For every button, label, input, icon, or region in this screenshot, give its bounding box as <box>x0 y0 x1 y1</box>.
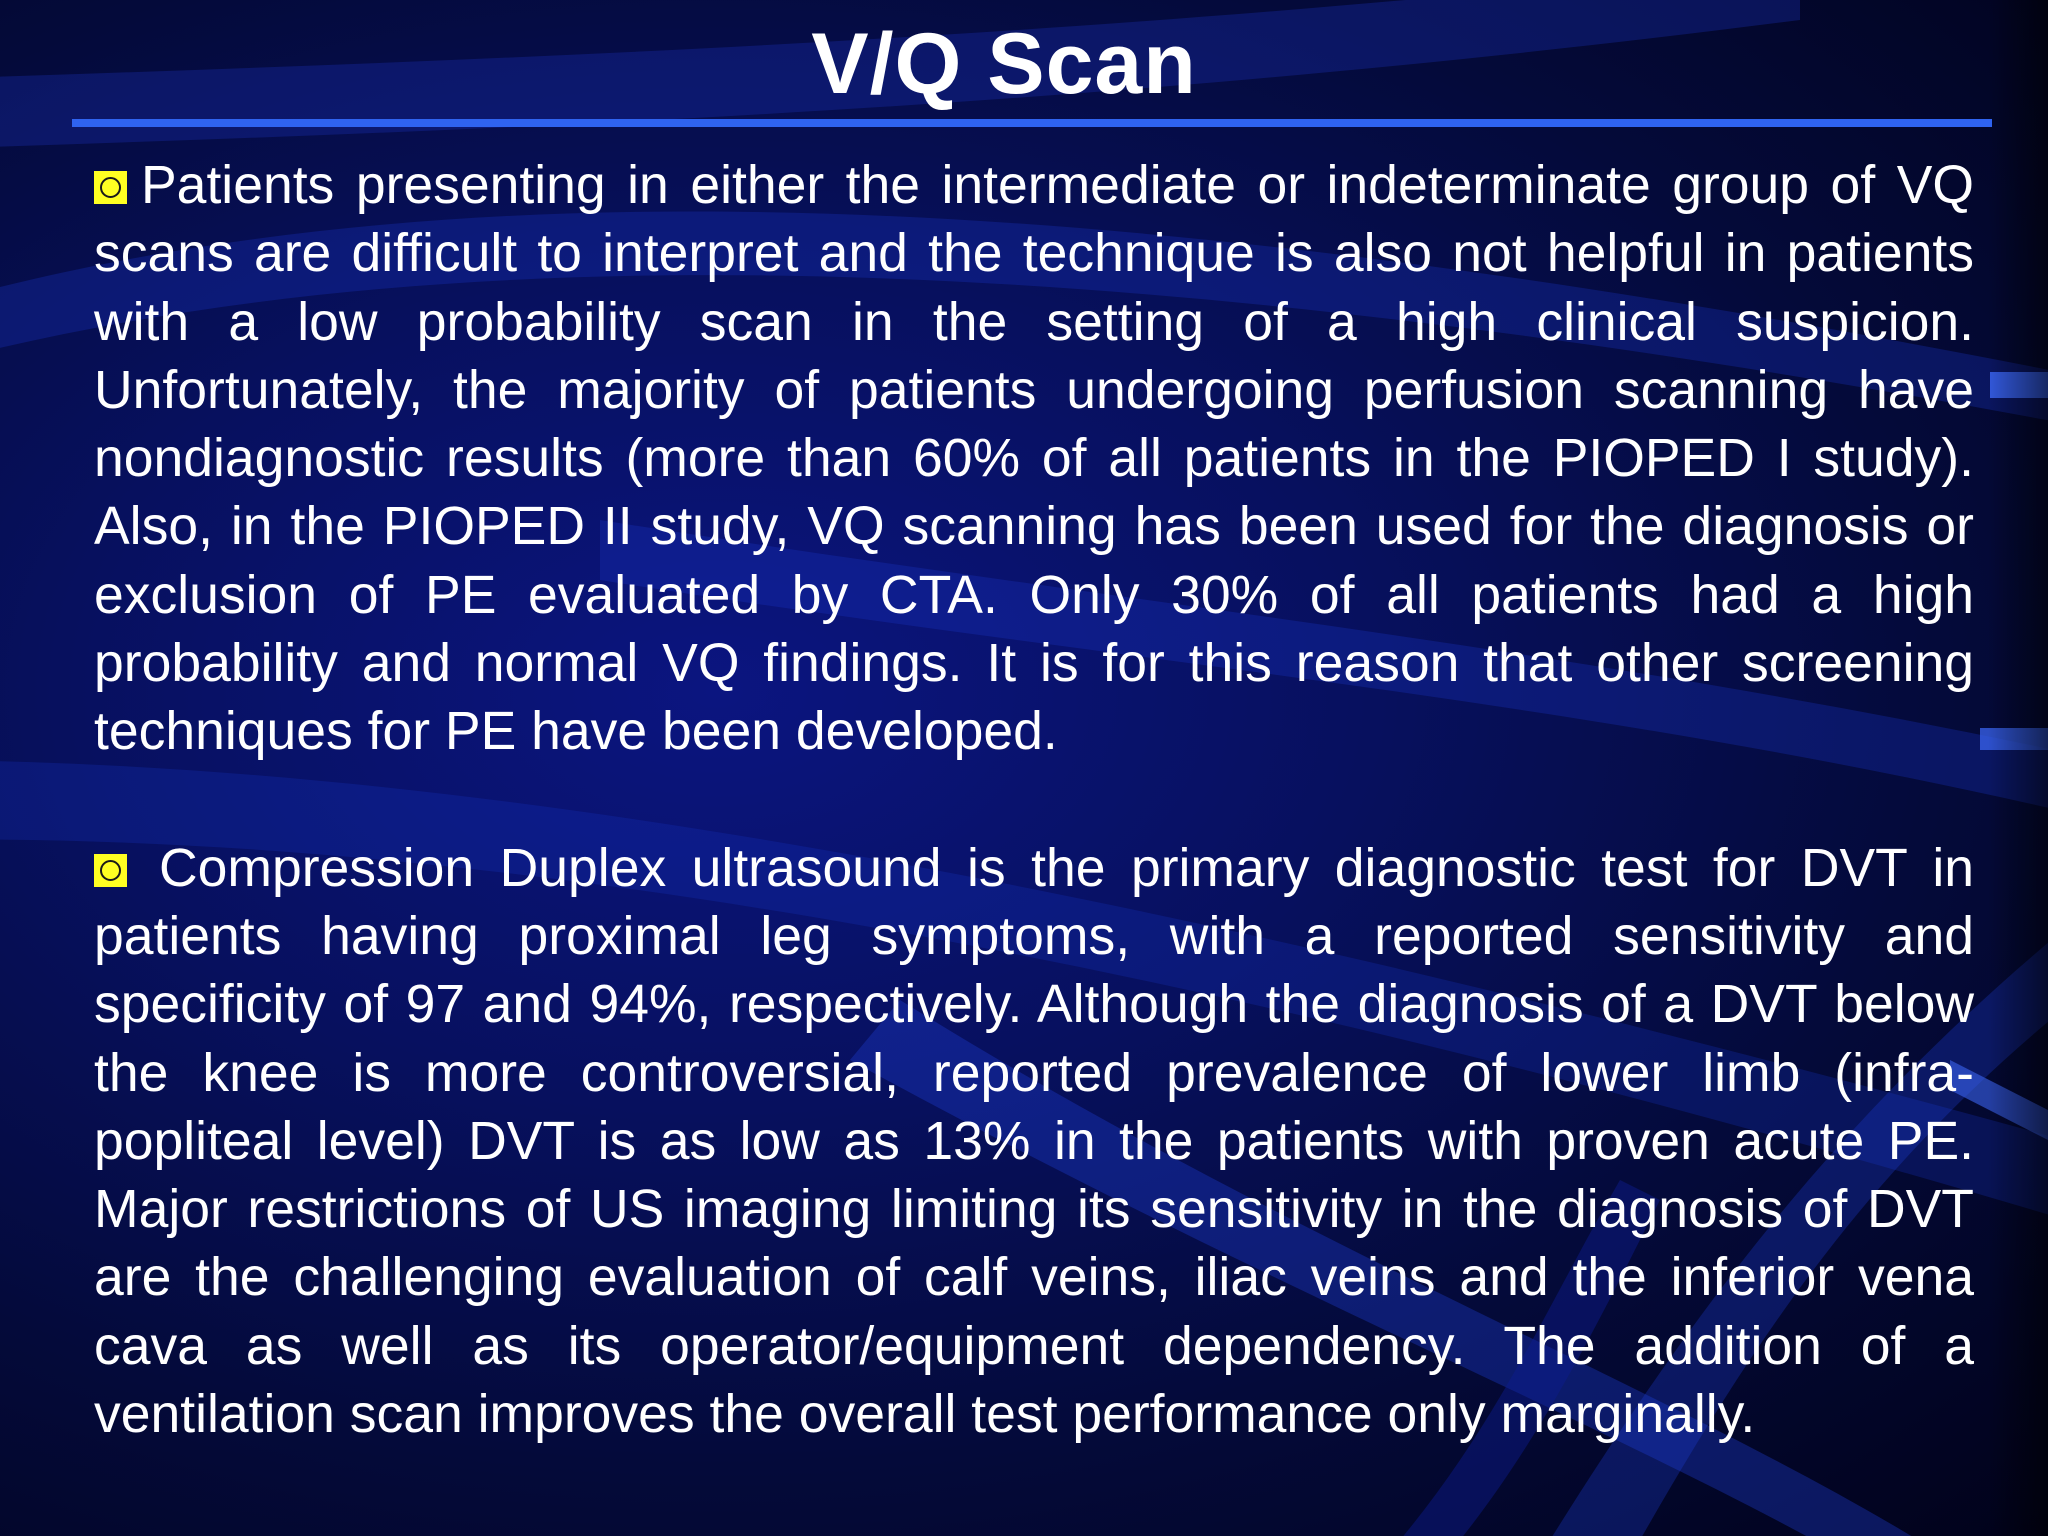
title-underline <box>72 119 1992 127</box>
slide-title: V/Q Scan <box>811 16 1197 112</box>
paragraph-text: Patients presenting in either the intermediate or indeterminate group of VQ scans are difficult to interpret and the technique is also not helpful in patients with a low probability scan in the setting of a high clinical suspicion. Unfortunately, the majority of patients undergoing perfusion scanning have nondiagnostic results (more than 60% of all patients in the PIOPED I study). Also, in the PIOPED II study, VQ scanning has been used for the diagnosis or exclusion of PE evaluated by CTA. Only 30% of all patients had a high probability and normal VQ findings. It is for this reason that other screening techniques for PE have been developed. <box>94 156 1974 762</box>
yellow-bullet-icon <box>94 854 127 887</box>
right-edge-shadow <box>1988 0 2048 1536</box>
yellow-bullet-icon <box>94 171 127 204</box>
slide-body <box>94 152 1974 1449</box>
paragraph-text: Compression Duplex ultrasound is the primary diagnostic test for DVT in patients having proximal leg symptoms, with a reported sensitivity and specificity of 97 and 94%, respectively. Although the diagnosis of a DVT below the knee is more controversial, reported prevalence of lower limb (infra-popliteal level) DVT is as low as 13% in the patients with proven acute PE. Major restrictions of US imaging limiting its sensitivity in the diagnosis of DVT are the challenging evaluation of calf veins, iliac veins and the inferior vena cava as well as its operator/equipment dependency. The addition of a ventilation scan improves the overall test performance only marginally. <box>94 838 1974 1445</box>
paragraph-ultrasound <box>94 835 1974 1450</box>
paragraph-vq-scan <box>94 152 1974 767</box>
